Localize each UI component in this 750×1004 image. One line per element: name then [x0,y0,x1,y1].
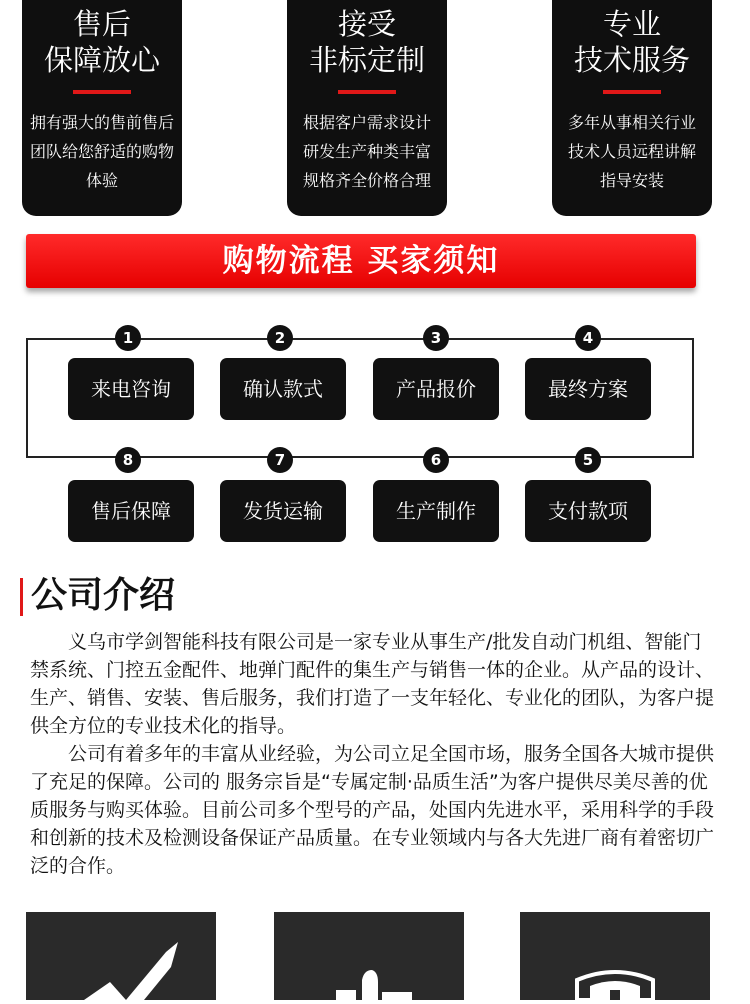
thumbs-up-icon [274,912,464,1000]
step-production: 生产制作 [373,480,499,542]
company-intro-text [30,628,714,880]
step-number-1: 1 [115,325,141,351]
card-desc-line: 技术人员远程讲解 [567,142,696,161]
step-number-2: 2 [267,325,293,351]
checkmark-icon [26,912,216,1000]
step-number-6: 6 [423,447,449,473]
bottom-box-thumb [274,912,464,1000]
card-desc-line: 团队给您舒适的购物 [30,142,175,161]
card-divider [73,90,131,94]
feature-card-custom [287,0,447,216]
card-description [552,108,712,195]
card-desc-line: 多年从事相关行业 [567,113,696,132]
step-inquiry: 来电咨询 [68,358,194,420]
card-divider [603,90,661,94]
card-desc-line: 指导安装 [599,171,664,190]
feature-card-after-sales [22,0,182,216]
step-final-plan: 最终方案 [525,358,651,420]
section-title: 公司介绍 [31,575,176,616]
intro-paragraph: 公司有着多年的丰富从业经验，为公司立足全国市场，服务全国各大城市提供了充足的保障。公司的 服务宗旨是“专属定制·品质生活”为客户提供尽美尽善的优质服务与购买体验。目前公司多个型号的产品，处国内先进水平，采用科学的手段和创新的技术及检测设备保证产品质量。在专业领域内与各大先进厂商有着密切广泛的合作。 [30,743,715,877]
shopping-process-banner: 购物流程 买家须知 [26,234,696,288]
card-description [22,108,182,195]
card-title-line2: 保障放心 [43,43,160,77]
card-desc-line: 拥有强大的售前售后 [30,113,175,132]
card-title-line1: 专业 [602,7,661,41]
card-desc-line: 规格齐全价格合理 [302,171,431,190]
step-number-5: 5 [575,447,601,473]
step-after-sales: 售后保障 [68,480,194,542]
step-number-4: 4 [575,325,601,351]
bottom-box-check [26,912,216,1000]
card-title-line2: 非标定制 [308,43,425,77]
card-desc-line: 研发生产种类丰富 [302,142,431,161]
bottom-box-shield [520,912,710,1000]
section-accent-bar [20,578,23,616]
shield-icon [520,912,710,1000]
step-confirm-style: 确认款式 [220,358,346,420]
card-title-line2: 技术服务 [573,43,690,77]
card-title-line1: 售后 [72,7,131,41]
card-title-line1: 接受 [337,7,396,41]
step-quote: 产品报价 [373,358,499,420]
step-number-3: 3 [423,325,449,351]
step-number-8: 8 [115,447,141,473]
step-shipping: 发货运输 [220,480,346,542]
card-description [287,108,447,195]
step-number-7: 7 [267,447,293,473]
feature-card-tech-service [552,0,712,216]
card-divider [338,90,396,94]
card-desc-line: 体验 [85,171,118,190]
step-payment: 支付款项 [525,480,651,542]
intro-paragraph: 义乌市学剑智能科技有限公司是一家专业从事生产/批发自动门机组、智能门禁系统、门控五金配件、地弹门配件的集生产与销售一体的企业。从产品的设计、生产、销售、安装、售后服务，我们打造了一支年轻化、专业化的团队，为客户提供全方位的专业技术化的指导。 [30,631,715,737]
card-desc-line: 根据客户需求设计 [302,113,431,132]
